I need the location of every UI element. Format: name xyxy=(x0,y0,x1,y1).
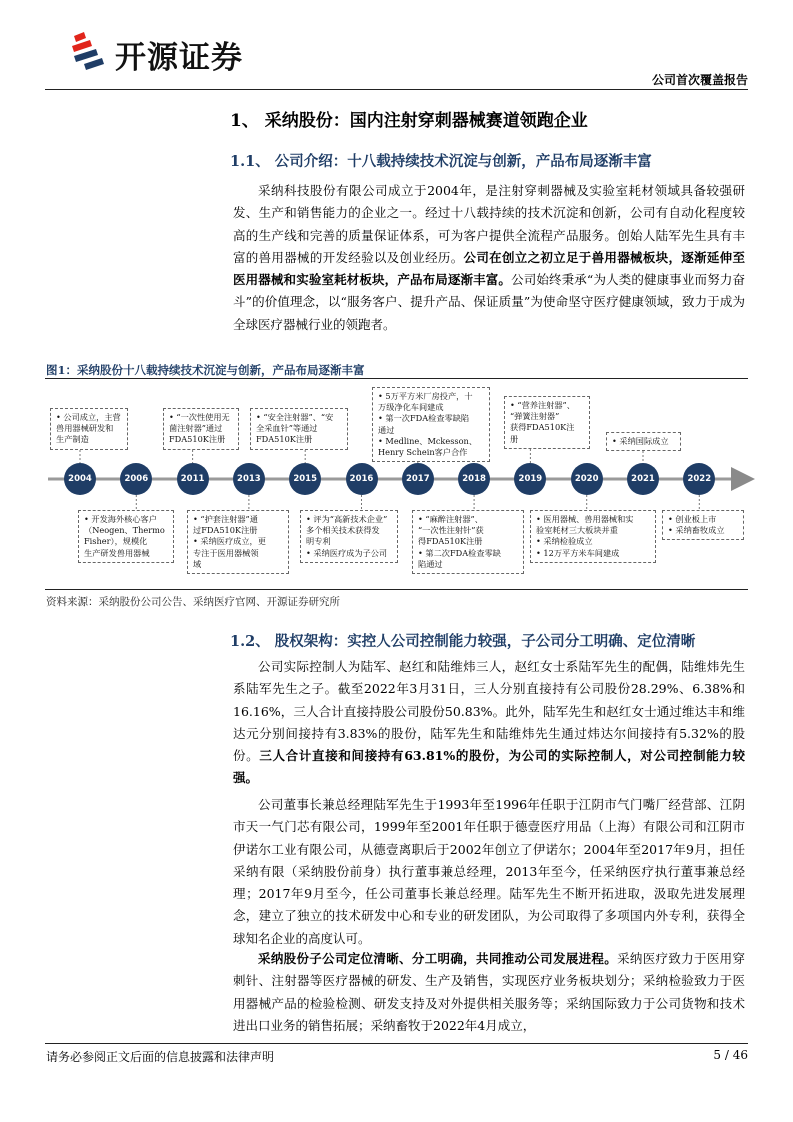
bottom-milestone-box-2016-line: 多个相关技术获得发 xyxy=(306,525,380,536)
subsidiaries-text: 采纳医疗致力于医用穿刺针、注射器等医疗器械的研发、生产及销售，实现医疗业务板块划分；采纳检验致力于医用器械产品的检验检测、研发支持及对外提供相关服务等；采纳国际致力于公司货物和技术进出口业务的销售拓展；采纳畜牧于2022年4月成立， xyxy=(233,951,745,1033)
top-milestone-box-2015 xyxy=(250,408,348,450)
top-milestone-box-2011-line: FDA510K注册 xyxy=(169,434,226,445)
section-1-2-number: 1.2、 xyxy=(230,633,270,650)
page-number: 5 / 46 xyxy=(713,1048,748,1062)
top-milestone-box-2021-line: • 采纳国际成立 xyxy=(612,436,669,446)
year-node-2004: 2004 xyxy=(64,463,96,495)
ownership-text-a: 公司实际控制人为陆军、赵红和陆维炜三人，赵红女士系陆军先生的配偶，陆维炜先生系陆军先生之子。截至2022年3月31日，三人分别直接持有公司股份28.29%、6.38%和16.16%，三人合计直接持股公司股份50.83%。此外，陆军先生和赵红女士通过维达丰和维达元分别间接持有3.83%的股份，陆军先生和陆维炜先生通过炜达尔间接持有5.32%的股份。 xyxy=(233,659,745,764)
bottom-milestone-box-2022-line: • 创业板上市 xyxy=(668,514,717,524)
year-node-2018: 2018 xyxy=(458,463,490,495)
top-milestone-box-2017 xyxy=(372,387,490,462)
year-node-2019: 2019 xyxy=(514,463,546,495)
bottom-milestone-box-2006-line: 生产研发兽用器械 xyxy=(84,547,150,558)
bottom-milestone-box-2020-line: • 12万平方米车间建成 xyxy=(536,547,620,558)
year-node-2016: 2016 xyxy=(346,463,378,495)
chairman-paragraph: 公司董事长兼总经理陆军先生于1993年至1996年任职于江阴市气门嘴厂经营部、江阴市天一气门芯有限公司，1999年至2001年任职于德壹医疗用品（上海）有限公司和江阴市伊诺尔工业有限公司，从德壹离职后于2002年创立了伊诺尔；2004年至2017年9月，担任采纳有限（采纳股份前身）执行董事兼总经理，2013年至今，任采纳医疗执行董事兼总经理；2017年9月至今，任公司董事长兼总经理。陆军先生不断开拓进取，汲取先进发展理念，建立了独立的技术研发中心和专业的研发团队，为公司取得了多项国内外专利，获得全球知名企业的高度认可。 xyxy=(233,797,745,946)
top-milestone-box-2017-line: Henry Schein客户合作 xyxy=(378,447,468,458)
ownership-text-bold: 三人合计直接和间接持有63.81%的股份，为公司的实际控制人，对公司控制能力较强。 xyxy=(233,748,745,786)
top-milestone-box-2019-line: “弹簧注射器” xyxy=(510,411,560,422)
bottom-milestone-box-2018-line: “一次性注射针”获 xyxy=(418,525,484,536)
bottom-milestone-box-2020-line: • 医用器械、兽用器械和实 xyxy=(536,514,634,524)
section-1-1-number: 1.1、 xyxy=(230,153,270,170)
section-1-2-title: 股权架构：实控人公司控制能力较强，子公司分工明确、定位清晰 xyxy=(274,633,696,650)
top-milestone-box-2004-line: • 公司成立，主营 xyxy=(56,412,121,422)
top-milestone-box-2019-line: • “营养注射器”、 xyxy=(510,400,575,410)
top-milestone-box-2017-line: • 第一次FDA检查零缺陷 xyxy=(378,413,470,424)
bottom-milestone-box-2013 xyxy=(187,510,289,574)
figure-1-title: 图1：采纳股份十八载持续技术沉淀与创新，产品布局逐渐丰富 xyxy=(46,363,365,377)
top-milestone-box-2019-line: 册 xyxy=(510,433,519,444)
bottom-milestone-box-2006-line: Fisher），规模化 xyxy=(84,536,148,547)
top-milestone-box-2015-line: • “安全注射器”、“安 xyxy=(256,412,334,422)
bottom-milestone-box-2018-line: 得FDA510K注册 xyxy=(418,536,483,547)
subsidiaries-paragraph xyxy=(233,948,745,1037)
footer-disclaimer: 请务必参阅正文后面的信息披露和法律声明 xyxy=(46,1050,275,1064)
year-node-2017: 2017 xyxy=(402,463,434,495)
top-milestone-box-2017-line: 万级净化车间建成 xyxy=(378,402,444,413)
subsidiaries-text-bold: 采纳股份子公司定位清晰、分工明确，共同推动公司发展进程。 xyxy=(258,951,618,966)
year-node-2022: 2022 xyxy=(683,463,715,495)
bottom-milestone-box-2020-line: 验室耗材三大板块并重 xyxy=(536,525,618,536)
year-node-2021: 2021 xyxy=(627,463,659,495)
section-1-1-title: 公司介绍：十八载持续技术沉淀与创新，产品布局逐渐丰富 xyxy=(274,153,652,170)
top-milestone-box-2004-line: 兽用器械研发和 xyxy=(56,423,114,434)
top-milestone-box-2004 xyxy=(50,408,128,450)
top-milestone-box-2021 xyxy=(606,432,681,451)
bottom-milestone-box-2013-line: 过FDA510K注册 xyxy=(193,525,258,536)
year-node-2011: 2011 xyxy=(177,463,209,495)
top-milestone-box-2004-line: 生产制造 xyxy=(56,434,89,445)
bottom-milestone-box-2016-line: • 采纳医疗成为子公司 xyxy=(306,547,388,558)
intro-text-bold: 公司在创立之初立足于兽用器械板块，逐渐延伸至医用器械和实验室耗材板块，产品布局逐渐丰富。 xyxy=(233,249,745,288)
intro-text-c: 公司始终秉承“为人类的健康事业而努力奋斗”的价值理念，以“服务客户、提升产品、保证质量”为使命坚守医疗健康领域，致力于成为全球医疗器械行业的领跑者。 xyxy=(233,272,745,332)
top-milestone-box-2011-line: 菌注射器”通过 xyxy=(169,423,223,434)
bottom-milestone-box-2016-line: • 评为“高新技术企业” xyxy=(306,514,388,524)
bottom-milestone-box-2018-line: • “麻醉注射器”、 xyxy=(418,514,483,524)
year-node-2020: 2020 xyxy=(571,463,603,495)
figure-bottom-rule xyxy=(45,589,748,590)
bottom-milestone-box-2006-line: （Neogen、Thermo xyxy=(84,525,165,536)
brand-name: 开源证券 xyxy=(115,40,243,76)
bottom-milestone-box-2013-line: • “护套注射器”通 xyxy=(193,514,258,524)
bottom-milestone-box-2016-line: 明专利 xyxy=(306,536,331,547)
bottom-milestone-box-2013-line: 专注于医用器械领 xyxy=(193,547,259,558)
top-milestone-box-2017-line: • 5万平方米厂房投产，十 xyxy=(378,391,473,401)
bottom-milestone-box-2013-line: 域 xyxy=(193,558,202,569)
bottom-milestone-box-2013-line: • 采纳医疗成立，更 xyxy=(193,536,266,547)
bottom-milestone-box-2022-line: • 采纳畜牧成立 xyxy=(668,525,725,536)
bottom-milestone-box-2018-line: • 第二次FDA检查零缺 xyxy=(418,547,501,558)
section-1-title: 1、 采纳股份：国内注射穿刺器械赛道领跑企业 xyxy=(230,111,588,131)
section-1-2-heading xyxy=(230,630,695,651)
bottom-milestone-box-2022 xyxy=(662,510,744,540)
bottom-milestone-box-2018-line: 陷通过 xyxy=(418,558,443,569)
top-milestone-box-2011 xyxy=(163,408,239,450)
ownership-paragraph xyxy=(233,656,745,790)
bottom-milestone-box-2018 xyxy=(412,510,524,574)
year-node-2015: 2015 xyxy=(289,463,321,495)
top-milestone-box-2017-line: • Medline、Mckesson、 xyxy=(378,435,478,446)
top-milestone-box-2015-line: FDA510K注册 xyxy=(256,434,313,445)
top-milestone-box-2011-line: • “一次性使用无 xyxy=(169,412,230,422)
top-milestone-box-2019 xyxy=(504,396,590,449)
report-type: 公司首次覆盖报告 xyxy=(651,73,748,87)
bottom-milestone-box-2016 xyxy=(300,510,398,563)
top-milestone-box-2015-line: 全采血针”等通过 xyxy=(256,423,318,434)
top-milestone-box-2017-line: 通过 xyxy=(378,424,395,435)
bottom-milestone-box-2020-line: • 采纳检验成立 xyxy=(536,536,593,547)
year-node-2006: 2006 xyxy=(120,463,152,495)
top-milestone-box-2019-line: 获得FDA510K注 xyxy=(510,422,575,433)
bottom-milestone-box-2006 xyxy=(78,510,174,563)
intro-text-a: 采纳科技股份有限公司成立于2004年，是注射穿刺器械及实验室耗材领域具备较强研发、生产和销售能力的企业之一。经过十八载持续的技术沉淀和创新，公司有自动化程度较高的生产线和完善的质量保证体系，可为客户提供全流程产品服务。创始人陆军先生具有丰富的兽用器械的开发经验以及创业经历。 xyxy=(233,183,745,265)
bottom-milestone-box-2020 xyxy=(530,510,656,563)
figure-source: 资料来源：采纳股份公司公告、采纳医疗官网、开源证券研究所 xyxy=(46,596,340,608)
footer-divider xyxy=(45,1043,748,1044)
year-node-2013: 2013 xyxy=(233,463,265,495)
bottom-milestone-box-2006-line: • 开发海外核心客户 xyxy=(84,514,157,524)
